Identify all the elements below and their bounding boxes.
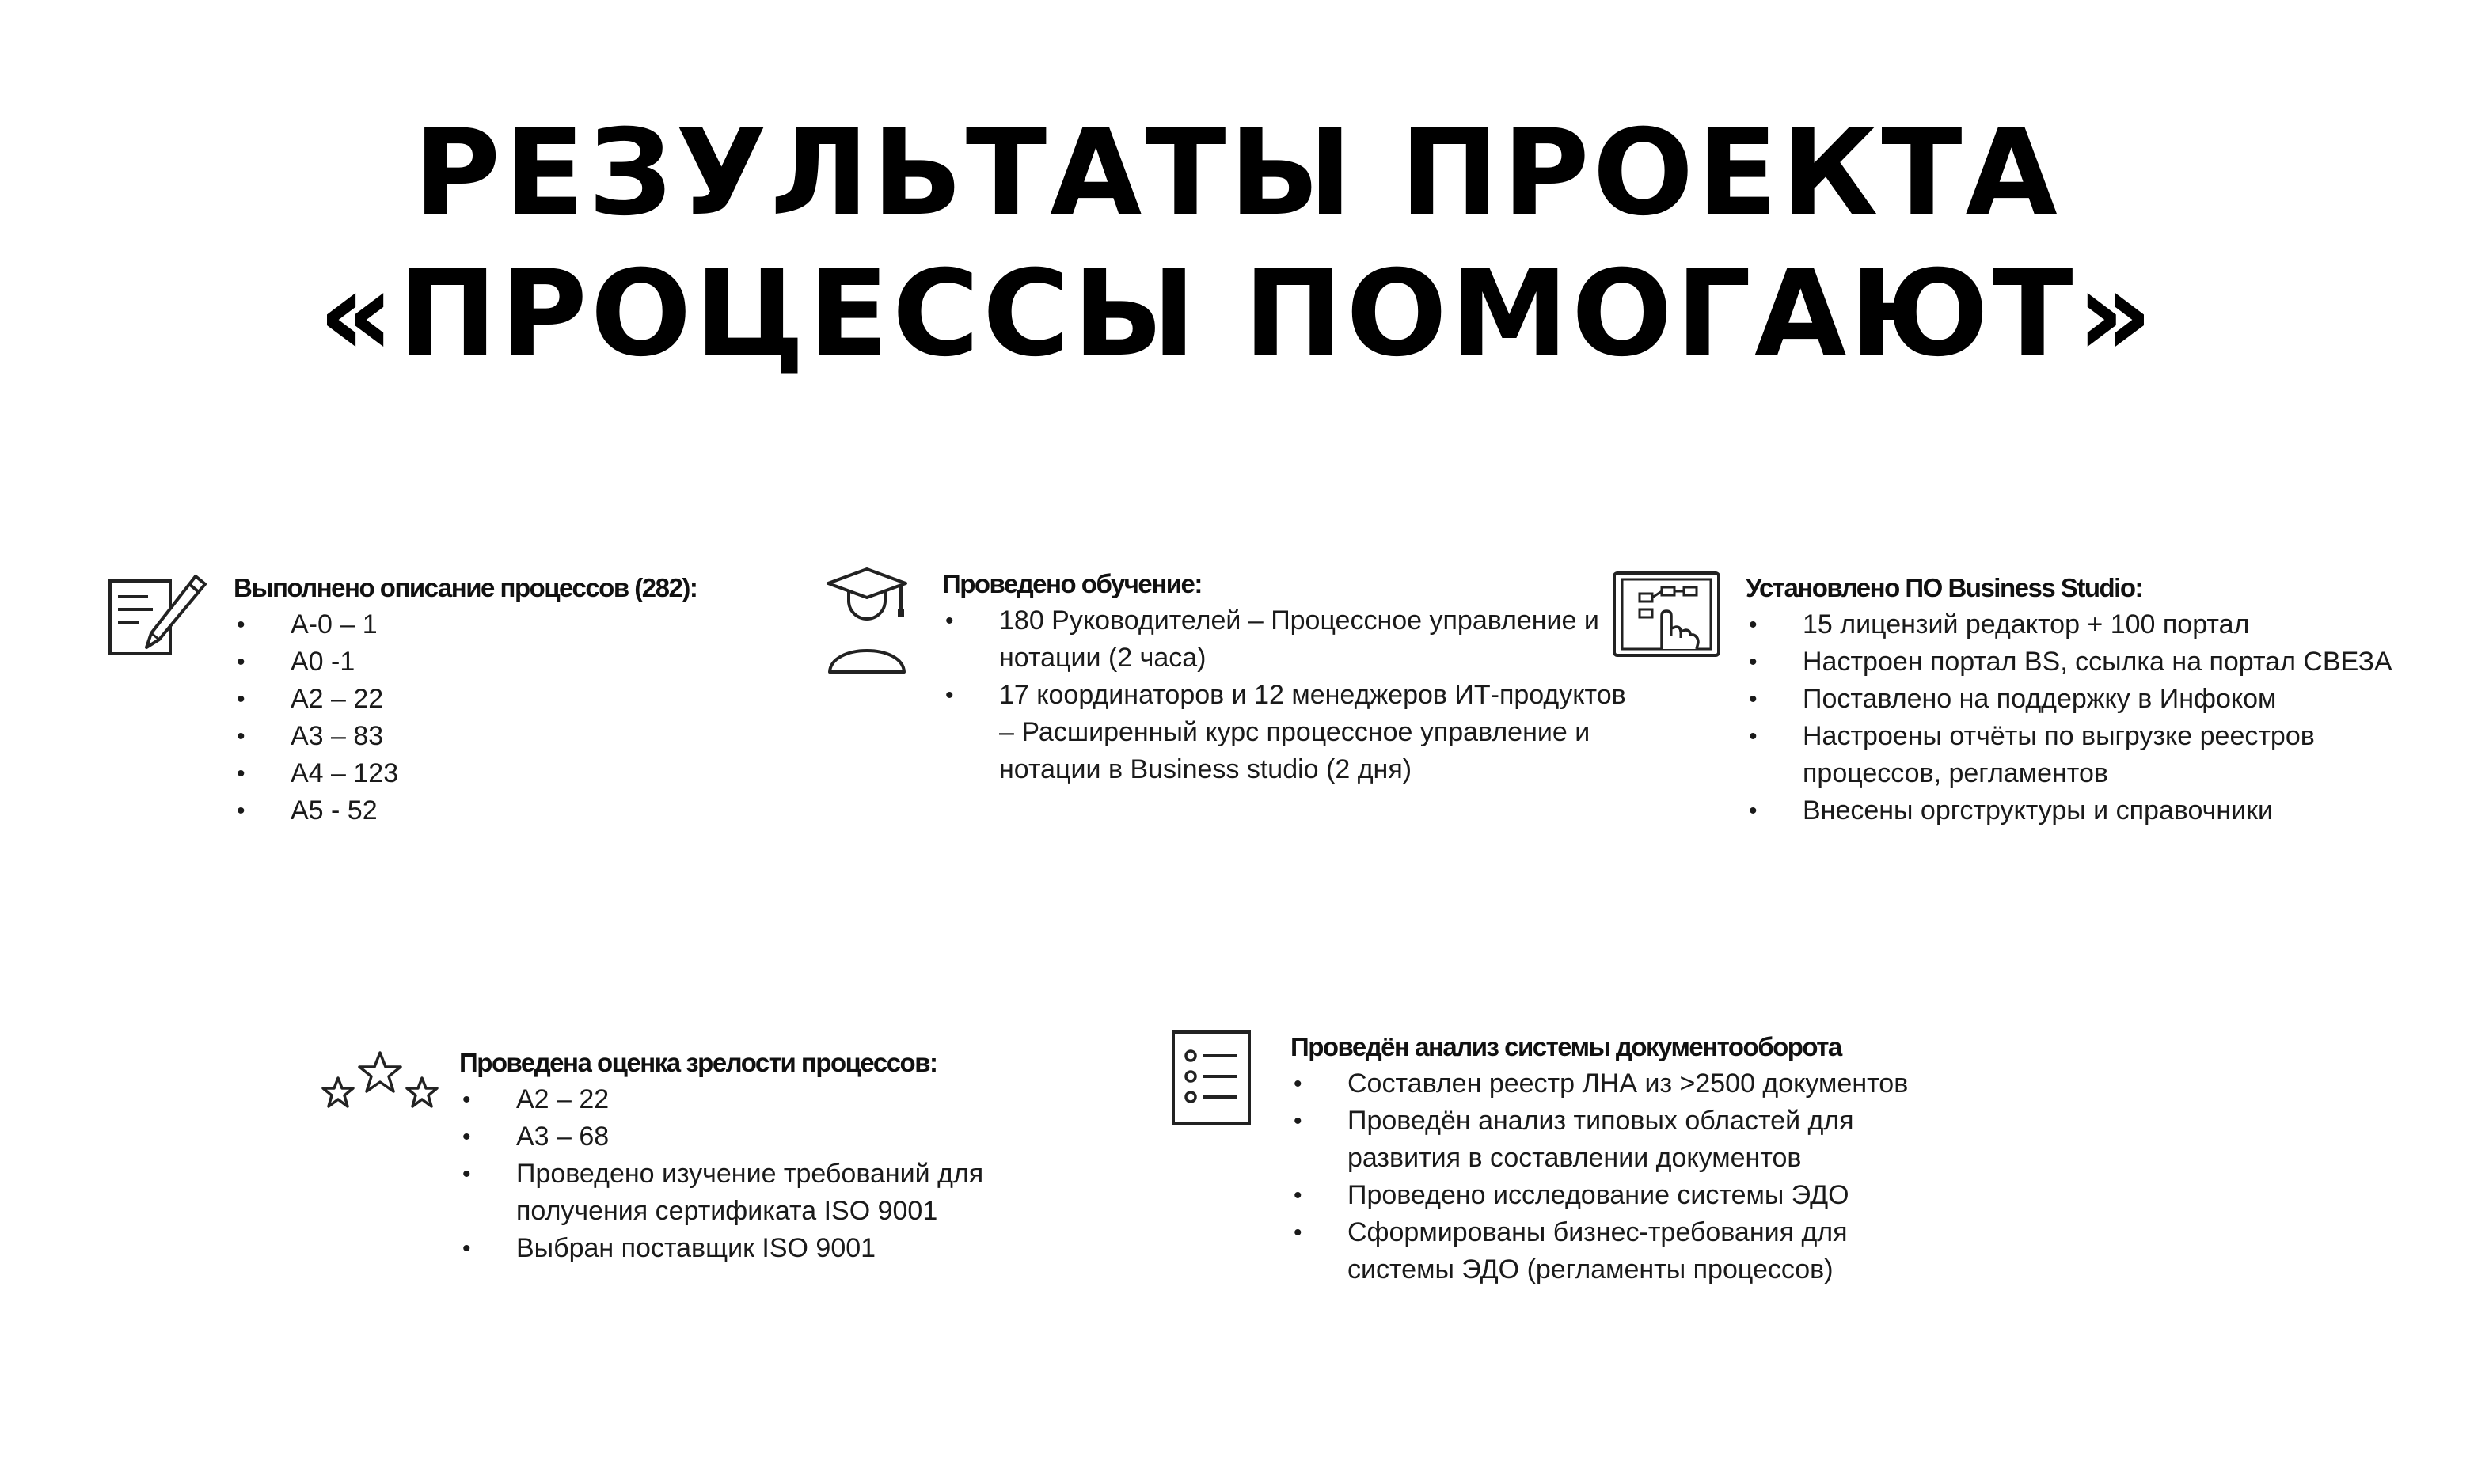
block-content bbox=[1290, 1029, 1916, 1289]
list-item: • 15 лицензий редактор + 100 портал bbox=[1749, 609, 2250, 640]
list-item: • Проведён анализ типовых областей для развития в составлении документов bbox=[1294, 1106, 1854, 1173]
list-item: • Проведено изучение требований для получения сертификата ISO 9001 bbox=[462, 1159, 984, 1226]
list-item: • Поставлено на поддержку в Инфоком bbox=[1749, 684, 2277, 714]
title-line-2: «ПРОЦЕССЫ ПОМОГАЮТ» bbox=[317, 245, 2157, 383]
title-line-1: РЕЗУЛЬТАТЫ ПРОЕКТА bbox=[413, 104, 2061, 242]
block-maturity bbox=[321, 1045, 1033, 1282]
list-item: • A2 – 22 bbox=[237, 684, 384, 714]
bullet-list bbox=[234, 606, 804, 829]
list-item: • Настроен портал BS, ссылка на портал СВЕЗА bbox=[1749, 647, 2392, 677]
block-heading: Проведена оценка зрелости процессов: bbox=[459, 1048, 937, 1077]
list-item: • 17 координаторов и 12 менеджеров ИТ-продуктов – Расширенный курс процессное управление и нотации в Business studio (2 дня) bbox=[945, 680, 1626, 784]
block-heading: Выполнено описание процессов (282): bbox=[234, 573, 697, 602]
block-content bbox=[1746, 570, 2458, 829]
bullet-list bbox=[942, 602, 1631, 788]
list-item: • Настроены отчёты по выгрузке реестров процессов, регламентов bbox=[1749, 721, 2315, 788]
bullet-list bbox=[1290, 1065, 1916, 1289]
list-item: • A2 – 22 bbox=[462, 1084, 610, 1114]
block-heading: Проведён анализ системы документооборота bbox=[1290, 1032, 1841, 1061]
list-item: • 180 Руководителей – Процессное управление и нотации (2 часа) bbox=[945, 605, 1599, 673]
list-item: • Составлен реестр ЛНА из >2500 документов bbox=[1294, 1068, 1909, 1099]
list-item: • Внесены оргструктуры и справочники bbox=[1749, 795, 2273, 825]
list-item: • A0 -1 bbox=[237, 647, 355, 677]
bullet-list bbox=[1746, 606, 2458, 829]
block-training bbox=[823, 566, 1626, 851]
three-stars-icon bbox=[321, 1049, 439, 1117]
document-pencil-icon bbox=[107, 570, 208, 666]
block-heading: Установлено ПО Business Studio: bbox=[1746, 573, 2142, 602]
block-heading: Проведено обучение: bbox=[942, 569, 1202, 598]
bullet-list bbox=[459, 1081, 1037, 1267]
list-item: • A3 – 83 bbox=[237, 721, 384, 751]
page-title bbox=[0, 103, 2474, 385]
block-process-description bbox=[107, 570, 796, 839]
list-item: • Выбран поставщик ISO 9001 bbox=[462, 1233, 876, 1263]
block-content bbox=[942, 566, 1631, 788]
list-item: • Проведено исследование системы ЭДО bbox=[1294, 1180, 1849, 1210]
graduate-person-icon bbox=[823, 566, 910, 681]
block-document-flow bbox=[1170, 1029, 1962, 1330]
block-content bbox=[234, 570, 804, 829]
process-diagram-touch-icon bbox=[1611, 570, 1722, 666]
checklist-icon bbox=[1170, 1029, 1252, 1131]
list-item: • A-0 – 1 bbox=[237, 609, 378, 640]
list-item: • A4 – 123 bbox=[237, 758, 399, 788]
block-software bbox=[1611, 570, 2458, 839]
list-item: • Сформированы бизнес-требования для системы ЭДО (регламенты процессов) bbox=[1294, 1217, 1848, 1285]
list-item: • A5 - 52 bbox=[237, 795, 378, 825]
block-content bbox=[459, 1045, 1037, 1267]
list-item: • A3 – 68 bbox=[462, 1122, 610, 1152]
